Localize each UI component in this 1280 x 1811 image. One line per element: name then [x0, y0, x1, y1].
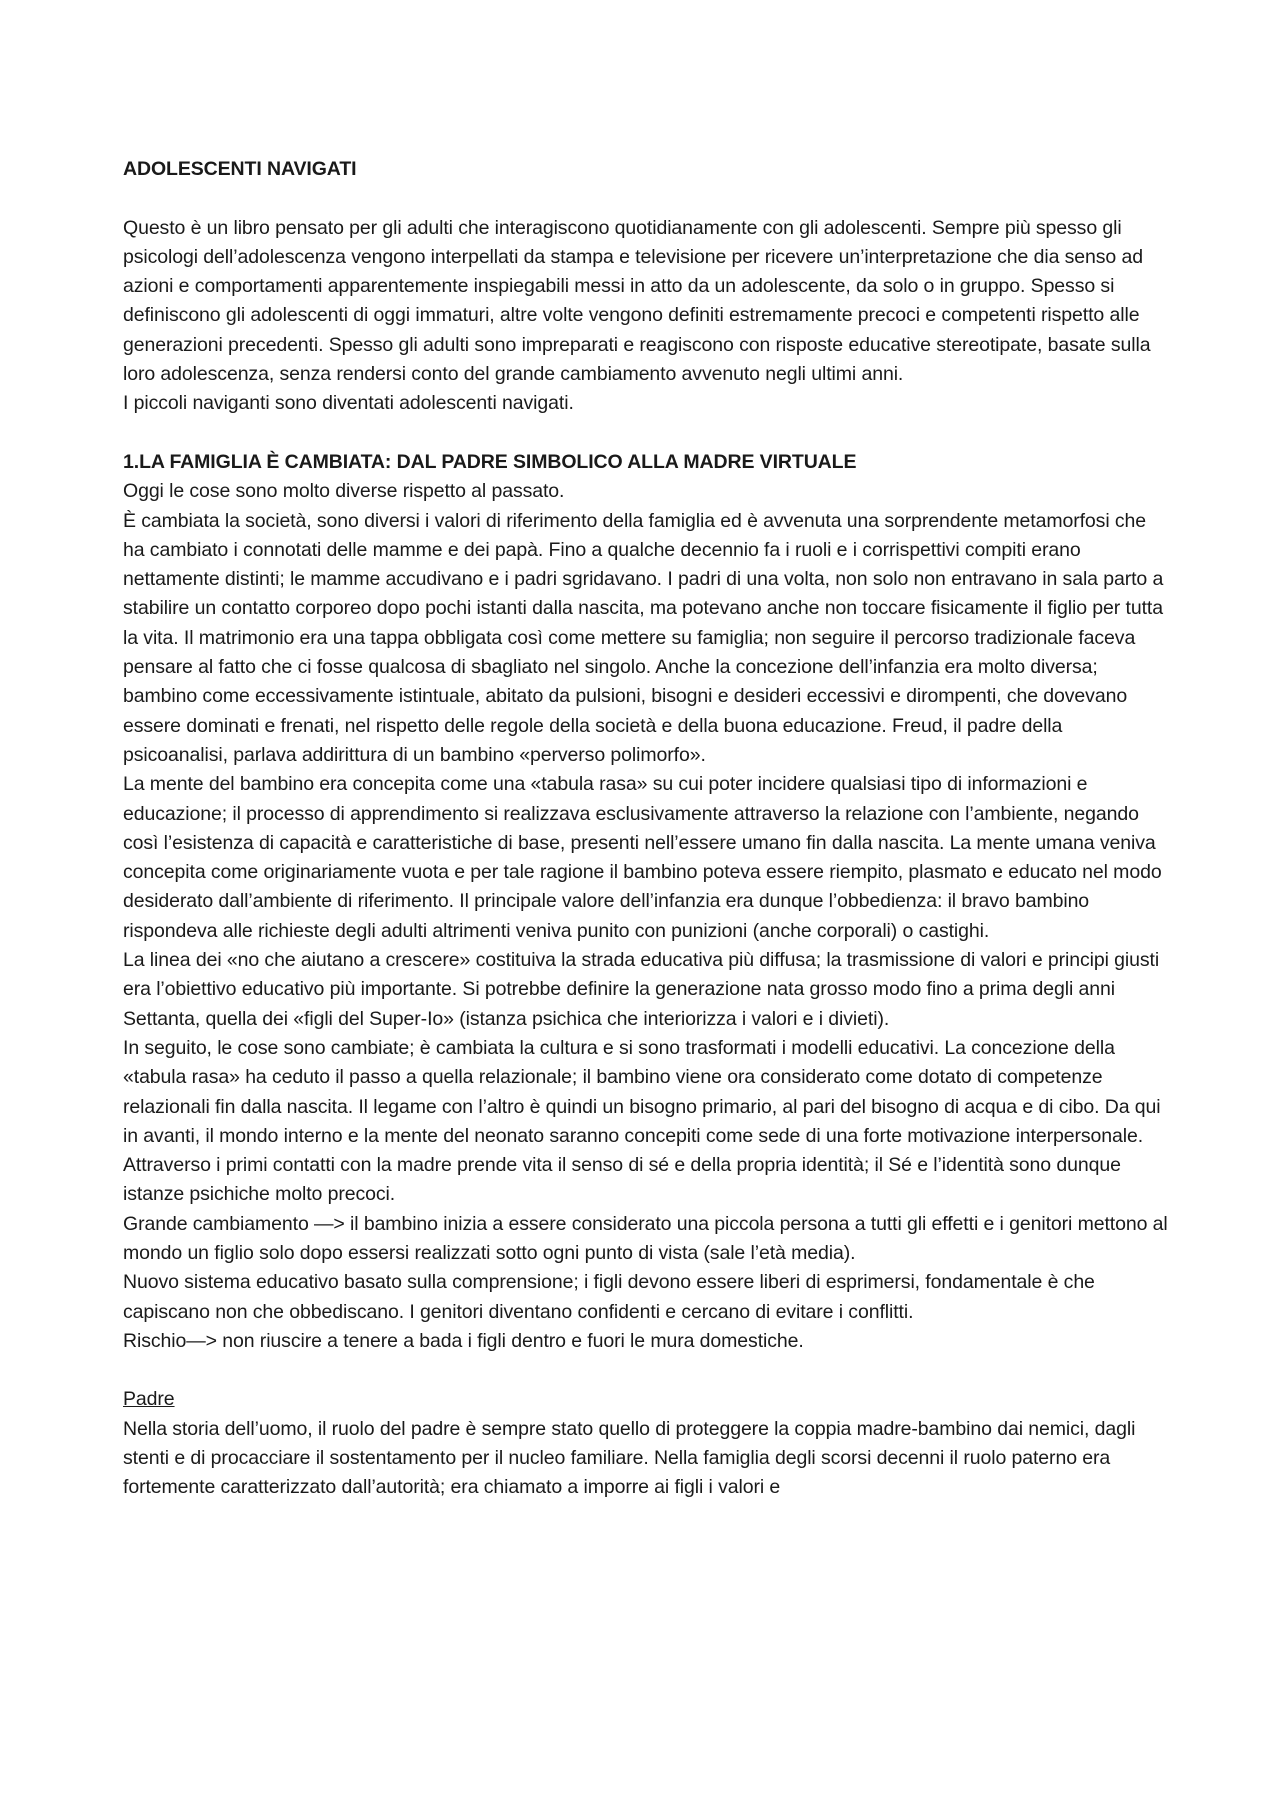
section-1-paragraph-1: Oggi le cose sono molto diverse rispetto al passato.	[123, 480, 565, 503]
section-1-paragraph-3: La mente del bambino era concepita come una «tabula rasa» su cui poter incidere qualsiasi tipo di informazioni e educazione; il processo di apprendimento si realizzava esclusivamente attraverso la relazione con l’ambiente, negando così l’esistenza di capacità e caratteristiche di base, presenti nell’essere umano fin dalla nascita. La mente umana veniva concepita come originariamente vuota e per tale ragione il bambino poteva essere riempito, plasmato e educato nel modo desiderato dall’ambiente di riferimento. Il principale valore dell’infanzia era dunque l’obbedienza: il bravo bambino rispondeva alle richieste degli adulti altrimenti veniva punito con punizioni (anche corporali) o castighi.	[123, 773, 1162, 942]
intro-paragraph-1: Questo è un libro pensato per gli adulti che interagiscono quotidianamente con gli adolescenti. Sempre più spesso gli psicologi dell’adolescenza vengono interpellati da stampa e televisione per ricevere un’interpretazione che dia senso ad azioni e comportamenti apparentemente inspiegabili messi in atto da un adolescente, da solo o in gruppo. Spesso si definiscono gli adolescenti di oggi immaturi, altre volte vengono definiti estremamente precoci e competenti rispetto alle generazioni precedenti. Spesso gli adulti sono impreparati e reagiscono con risposte educative stereotipate, basate sulla loro adolescenza, senza rendersi conto del grande cambiamento avvenuto negli ultimi anni.	[123, 216, 1151, 386]
section-1-paragraph-4: La linea dei «no che aiutano a crescere» costituiva la strada educativa più diffusa; la trasmissione di valori e principi giusti era l’obiettivo educativo più importante. Si potrebbe definire la generazione nata grosso modo fino a prima degli anni Settanta, quella dei «figli del Super-Io» (istanza psichica che interiorizza i valori e i divieti).	[123, 949, 1160, 1030]
spacer	[123, 419, 1171, 448]
section-1-paragraph-8: Nuovo sistema educativo basato sulla comprensione; i figli devono essere liberi di esprimersi, fondamentale è che capiscano non che obbediscano. I genitori diventano confidenti e cercano di evitare i conflitti.	[123, 1271, 1095, 1323]
section-1-paragraph-2: È cambiata la società, sono diversi i valori di riferimento della famiglia ed è avvenuta una sorprendente metamorfosi che ha cambiato i connotati delle mamme e dei papà. Fino a qualche decennio fa i ruoli e i corrispettivi compiti erano nettamente distinti; le mamme accudivano e i padri sgridavano. I padri di una volta, non solo non entravano in sala parto a stabilire un contatto corporeo dopo pochi istanti dalla nascita, ma potevano anche non toccare fisicamente il figlio per tutta la vita. Il matrimonio era una tappa obbligata così come mettere su famiglia; non seguire il percorso tradizionale faceva pensare al fatto che ci fosse qualcosa di sbagliato nel singolo. Anche la concezione dell’infanzia era molto diversa; bambino come eccessivamente istintuale, abitato da pulsioni, bisogni e desideri eccessivi e dirompenti, che dovevano essere dominati e frenati, nel rispetto delle regole della società e della buona educazione. Freud, il padre della psicoanalisi, parlava addirittura di un bambino «perverso polimorfo».	[123, 509, 1164, 766]
document-page	[123, 155, 1171, 1503]
spacer	[123, 184, 1171, 213]
spacer	[123, 1356, 1171, 1385]
section-1-paragraph-7: Grande cambiamento —> il bambino inizia a essere considerato una piccola persona a tutti gli effetti e i genitori mettono al mondo un figlio solo dopo essersi realizzati sotto ogni punto di vista (sale l’età media).	[123, 1212, 1168, 1264]
intro-paragraph-2: I piccoli naviganti sono diventati adolescenti navigati.	[123, 392, 574, 415]
padre-paragraph-1: Nella storia dell’uomo, il ruolo del padre è sempre stato quello di proteggere la coppia madre-bambino dai nemici, dagli stenti e di procacciare il sostentamento per il nucleo familiare. Nella famiglia degli scorsi decenni il ruolo paterno era fortemente caratterizzato dall’autorità; era chiamato a imporre ai figli i valori e	[123, 1417, 1136, 1499]
section-1-paragraph-6: Attraverso i primi contatti con la madre prende vita il senso di sé e della propria identità; il Sé e l’identità sono dunque istanze psichiche molto precoci.	[123, 1154, 1121, 1206]
section-1-paragraph-9: Rischio—> non riuscire a tenere a bada i figli dentro e fuori le mura domestiche.	[123, 1329, 804, 1352]
padre-heading: Padre	[123, 1388, 175, 1411]
document-title: ADOLESCENTI NAVIGATI	[123, 158, 357, 180]
section-1-paragraph-5: In seguito, le cose sono cambiate; è cambiata la cultura e si sono trasformati i modelli educativi. La concezione della «tabula rasa» ha ceduto il passo a quella relazionale; il bambino viene ora considerato come dotato di competenze relazionali fin dalla nascita. Il legame con l’altro è quindi un bisogno primario, al pari del bisogno di acqua e di cibo. Da qui in avanti, il mondo interno e la mente del neonato saranno concepiti come sede di una forte motivazione interpersonale.	[123, 1036, 1161, 1147]
section-1-heading: 1.LA FAMIGLIA È CAMBIATA: DAL PADRE SIMBOLICO ALLA MADRE VIRTUALE	[123, 450, 857, 473]
